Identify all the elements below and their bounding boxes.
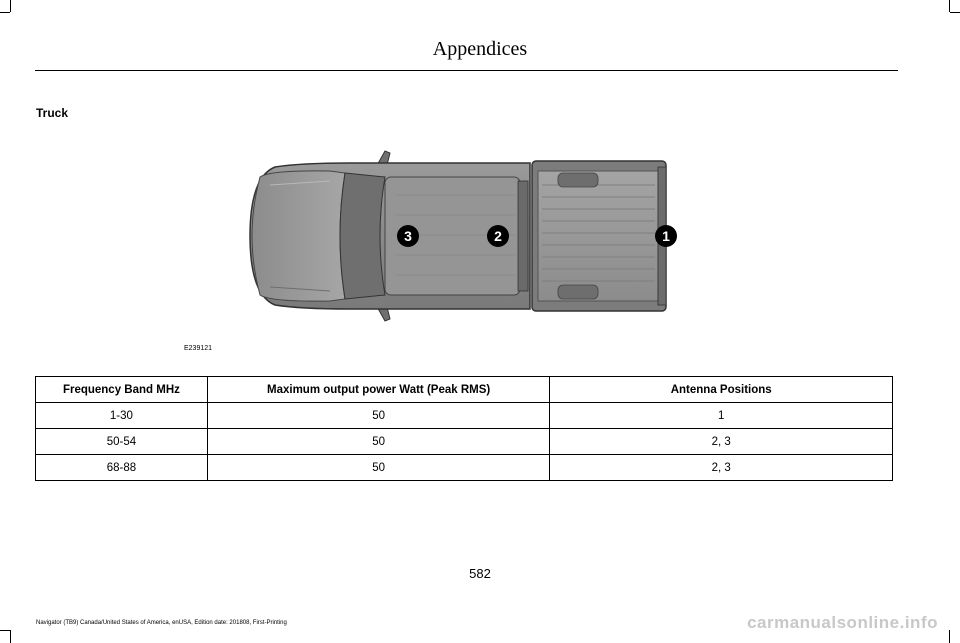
callout-label-3: 3	[404, 228, 412, 244]
callout-3	[397, 225, 419, 247]
crop-mark-top-right-h	[950, 12, 960, 13]
watermark: carmanualsonline.info	[747, 613, 938, 632]
crop-mark-top-right	[949, 0, 950, 12]
table-header-row	[36, 377, 893, 403]
cell-antenna: 2, 3	[550, 455, 893, 481]
section-heading: Truck	[36, 106, 69, 120]
callout-2	[487, 225, 509, 247]
bed-wheel-well-right	[558, 285, 598, 299]
table-row	[36, 429, 893, 455]
page-title: Appendices	[432, 38, 528, 60]
table-row	[36, 455, 893, 481]
crop-mark-top-left	[10, 0, 11, 12]
header-max-output-power: Maximum output power Watt (Peak RMS)	[207, 377, 550, 403]
table-row	[36, 403, 893, 429]
cell-power: 50	[207, 429, 550, 455]
figure-image-code: E239121	[184, 345, 213, 352]
cell-antenna: 1	[550, 403, 893, 429]
frequency-band-table	[35, 376, 893, 481]
cell-frequency: 1-30	[36, 403, 208, 429]
callout-label-1: 1	[662, 228, 670, 244]
cell-power: 50	[207, 403, 550, 429]
crop-mark-top-left-h	[0, 12, 10, 13]
cell-antenna: 2, 3	[550, 429, 893, 455]
title-divider	[35, 70, 898, 71]
callout-1	[655, 225, 677, 247]
header-antenna-positions: Antenna Positions	[550, 377, 893, 403]
cell-frequency: 68-88	[36, 455, 208, 481]
cell-power: 50	[207, 455, 550, 481]
cell-frequency: 50-54	[36, 429, 208, 455]
page-number: 582	[469, 566, 491, 581]
crop-mark-bottom-left	[10, 630, 11, 643]
crop-mark-bottom-right	[949, 630, 950, 643]
bed-wheel-well-left	[558, 173, 598, 187]
truck-hood	[252, 171, 345, 301]
truck-antenna-diagram	[180, 145, 700, 355]
header-frequency-band: Frequency Band MHz	[36, 377, 208, 403]
callout-label-2: 2	[494, 228, 502, 244]
edition-footer: Navigator (TB9) Canada/United States of America, enUSA, Edition date: 201808, First-Printing	[36, 620, 287, 626]
crop-mark-bottom-left-h	[0, 630, 10, 631]
rear-window	[518, 181, 528, 291]
windshield	[340, 173, 385, 299]
